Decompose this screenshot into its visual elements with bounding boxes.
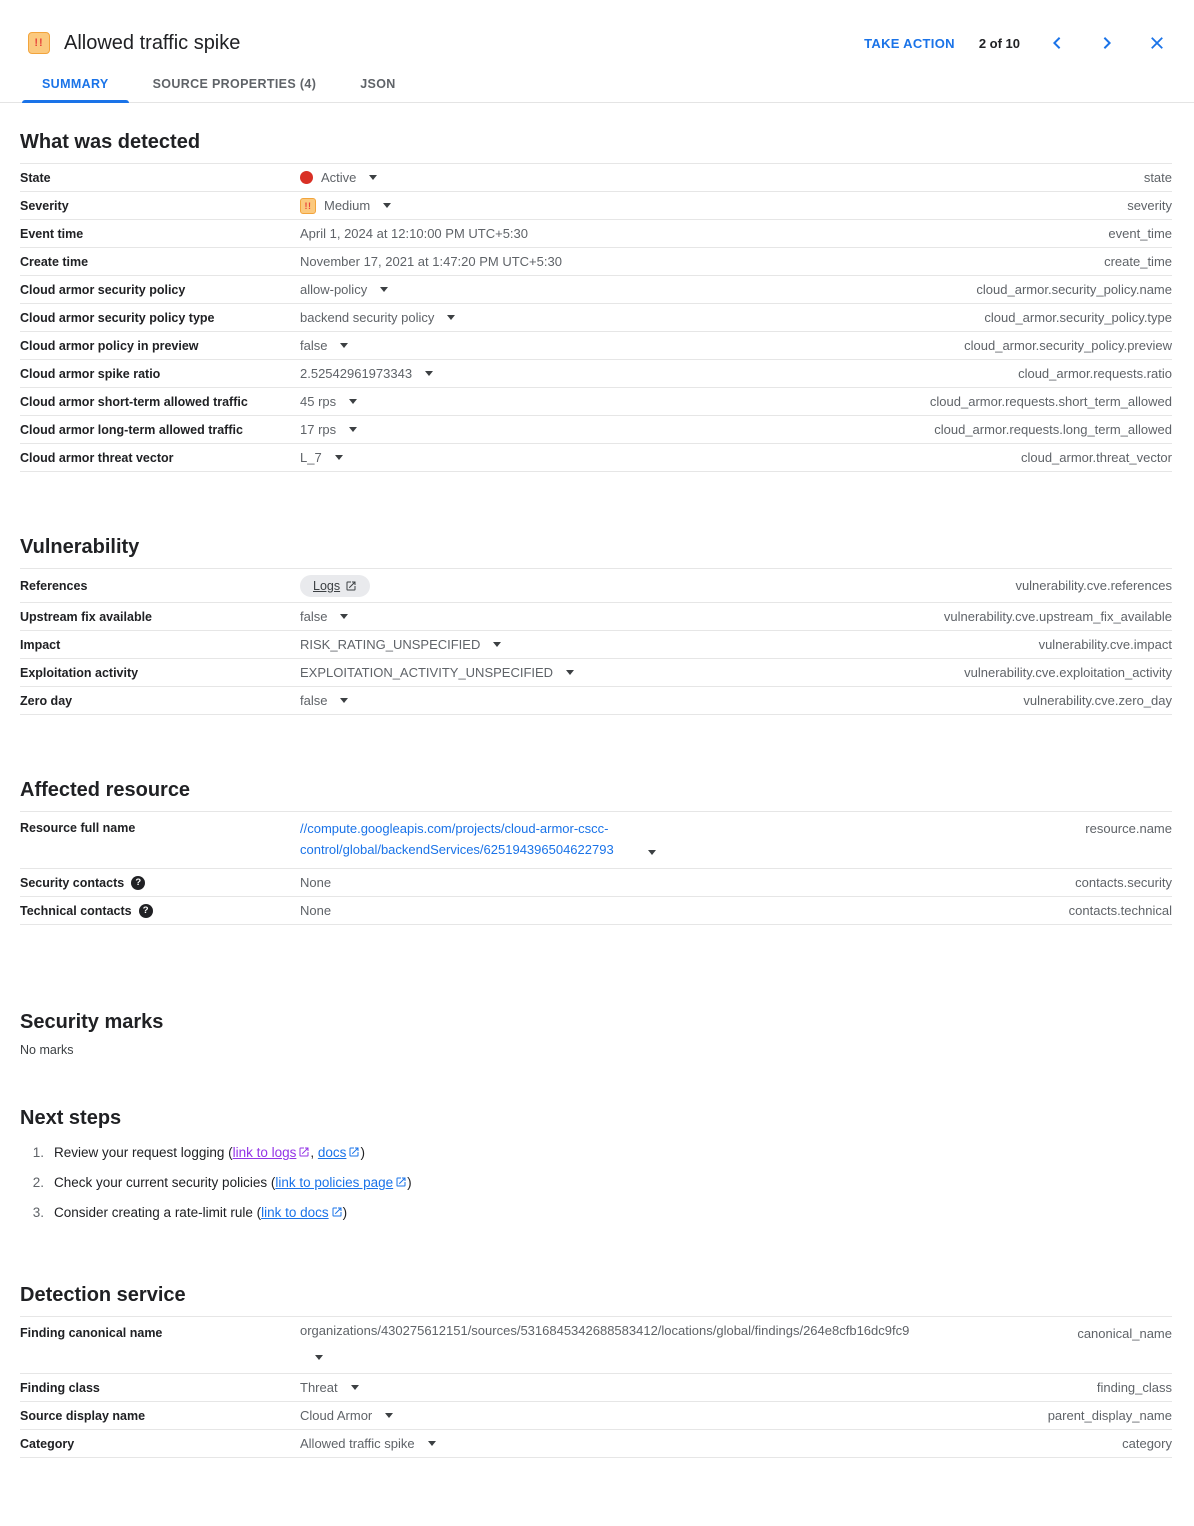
impact-dropdown[interactable]: [300, 637, 1023, 652]
row-label: Impact: [20, 637, 61, 652]
row-label: Source display name: [20, 1408, 146, 1423]
row-property: vulnerability.cve.references: [1015, 578, 1172, 593]
row-property: category: [1122, 1436, 1172, 1451]
row-label: Category: [20, 1436, 75, 1451]
exploitation-activity-dropdown[interactable]: [300, 665, 948, 680]
step-text: ): [407, 1175, 412, 1190]
row-label: Cloud armor long-term allowed traffic: [20, 422, 243, 437]
row-label: Event time: [20, 226, 84, 241]
chevron-left-icon: [1048, 34, 1066, 52]
row-label: Resource full name: [20, 821, 136, 835]
close-button[interactable]: [1144, 30, 1170, 56]
docs-link[interactable]: docs: [317, 1145, 347, 1160]
step-text: ): [360, 1145, 365, 1160]
chevron-down-icon: [447, 315, 455, 320]
tab-json[interactable]: JSON: [340, 66, 415, 102]
table-row: [20, 164, 1172, 192]
row-label: Cloud armor security policy type: [20, 310, 215, 325]
table-row: [20, 444, 1172, 472]
step-number: 2.: [32, 1175, 44, 1190]
step-number: 3.: [32, 1205, 44, 1220]
row-value: None: [300, 903, 332, 918]
row-property: event_time: [1108, 226, 1172, 241]
row-label: Upstream fix available: [20, 609, 153, 624]
external-link-icon: [348, 1146, 360, 1158]
category-dropdown[interactable]: [300, 1436, 1106, 1451]
row-value: organizations/430275612151/sources/5316845342688583412/locations/global/findings/264e8cfb16dc9fc9: [300, 1323, 910, 1338]
table-row: [20, 332, 1172, 360]
row-value: Threat: [300, 1380, 338, 1395]
chevron-down-icon: [425, 371, 433, 376]
chevron-down-icon: [369, 175, 377, 180]
row-label: Cloud armor security policy: [20, 282, 186, 297]
row-label: Technical contacts: [20, 903, 132, 918]
row-property: vulnerability.cve.exploitation_activity: [964, 665, 1172, 680]
finding-header: [0, 0, 1194, 66]
row-property: parent_display_name: [1047, 1408, 1172, 1423]
resource-full-name-link[interactable]: //compute.googleapis.com/projects/cloud-armor-cscc-control/global/backendServices/625194396504622793: [300, 821, 614, 857]
row-property: canonical_name: [1077, 1326, 1172, 1341]
step-text: Consider creating a rate-limit rule (: [54, 1205, 262, 1220]
spike-ratio-dropdown[interactable]: [300, 366, 1002, 381]
canonical-name-dropdown[interactable]: [300, 1323, 1061, 1367]
step-text: Check your current security policies (: [54, 1175, 276, 1190]
link-to-docs-link[interactable]: link to docs: [261, 1205, 329, 1220]
upstream-fix-dropdown[interactable]: [300, 609, 928, 624]
row-property: state: [1143, 170, 1172, 185]
row-property: cloud_armor.security_policy.preview: [964, 338, 1172, 353]
chevron-down-icon: [349, 427, 357, 432]
external-link-icon: [331, 1206, 343, 1218]
section-vulnerability: Vulnerability: [20, 536, 140, 558]
chevron-down-icon: [351, 1385, 359, 1390]
row-value: Active: [321, 170, 357, 185]
link-to-policies-page-link[interactable]: link to policies page: [275, 1175, 394, 1190]
row-label: State: [20, 170, 51, 185]
table-row: [20, 1402, 1172, 1430]
security-contacts-help-icon[interactable]: ?: [131, 876, 145, 890]
finding-class-dropdown[interactable]: [300, 1380, 1081, 1395]
external-link-icon: [345, 580, 357, 592]
chevron-down-icon: [335, 455, 343, 460]
section-detection-service: Detection service: [20, 1284, 186, 1306]
row-label: Finding class: [20, 1380, 100, 1395]
row-label: References: [20, 578, 88, 593]
pagination-counter: 2 of 10: [978, 35, 1020, 51]
row-property: cloud_armor.security_policy.name: [976, 282, 1172, 297]
external-link-icon: [298, 1146, 310, 1158]
previous-finding-button[interactable]: [1044, 30, 1070, 56]
table-row: [20, 631, 1172, 659]
row-property: cloud_armor.requests.ratio: [1018, 366, 1172, 381]
step-text: ,: [310, 1145, 318, 1160]
take-action-button[interactable]: TAKE ACTION: [864, 35, 955, 51]
table-row: [20, 869, 1172, 897]
row-label: Cloud armor policy in preview: [20, 338, 199, 353]
link-to-logs-link[interactable]: link to logs: [232, 1145, 297, 1160]
chevron-down-icon: [383, 203, 391, 208]
step-number: 1.: [32, 1145, 44, 1160]
row-label: Exploitation activity: [20, 665, 139, 680]
table-row: [20, 812, 1172, 869]
row-property: severity: [1127, 198, 1172, 213]
row-property: cloud_armor.requests.long_term_allowed: [934, 422, 1172, 437]
row-property: cloud_armor.requests.short_term_allowed: [929, 394, 1172, 409]
table-row: [20, 248, 1172, 276]
security-policy-dropdown[interactable]: [300, 282, 960, 297]
table-row: [20, 897, 1172, 925]
table-row: [20, 276, 1172, 304]
section-affected-resource: Affected resource: [20, 779, 191, 801]
table-row: [20, 1430, 1172, 1458]
severity-value-dropdown[interactable]: [300, 198, 1111, 214]
what-was-detected-table: [20, 163, 1172, 472]
row-value: Medium: [324, 198, 371, 213]
chevron-down-icon: [493, 642, 501, 647]
affected-resource-table: [20, 811, 1172, 925]
row-value: false: [300, 693, 328, 708]
step-text: ): [342, 1205, 348, 1220]
row-label: Create time: [20, 254, 89, 269]
row-property: create_time: [1104, 254, 1172, 269]
short-term-allowed-dropdown[interactable]: [300, 394, 914, 409]
table-row: [20, 388, 1172, 416]
technical-contacts-help-icon[interactable]: ?: [139, 904, 153, 918]
row-label: Cloud armor spike ratio: [20, 366, 161, 381]
row-property: resource.name: [1085, 821, 1172, 836]
row-value: 45 rps: [300, 394, 337, 409]
no-marks-text: No marks: [20, 1043, 74, 1057]
chevron-down-icon: [648, 850, 656, 855]
active-state-icon: [300, 171, 313, 184]
row-value: 17 rps: [300, 422, 337, 437]
chevron-down-icon: [428, 1441, 436, 1446]
list-item: [20, 1174, 1172, 1193]
row-property: contacts.technical: [1068, 903, 1172, 918]
next-finding-button[interactable]: [1094, 30, 1120, 56]
table-row: [20, 569, 1172, 603]
row-property: cloud_armor.threat_vector: [1020, 450, 1172, 465]
external-link-icon: [395, 1176, 407, 1188]
chevron-down-icon: [315, 1355, 323, 1360]
table-row: [20, 304, 1172, 332]
row-property: vulnerability.cve.zero_day: [1023, 693, 1172, 708]
policy-preview-dropdown[interactable]: [300, 338, 948, 353]
table-row: [20, 416, 1172, 444]
row-value: RISK_RATING_UNSPECIFIED: [300, 637, 481, 652]
row-value: Allowed traffic spike: [300, 1436, 415, 1451]
row-property: vulnerability.cve.upstream_fix_available: [943, 609, 1172, 624]
chevron-down-icon: [566, 670, 574, 675]
row-value: April 1, 2024 at 12:10:00 PM UTC+5:30: [300, 226, 528, 241]
tab-source-properties[interactable]: SOURCE PROPERTIES (4): [133, 66, 337, 102]
row-value: L_7: [300, 450, 322, 465]
table-row: [20, 687, 1172, 715]
list-item: [20, 1144, 1172, 1163]
medium-severity-icon: !!: [300, 198, 316, 214]
row-label: Severity: [20, 198, 69, 213]
row-property: contacts.security: [1075, 875, 1172, 890]
table-row: [20, 1374, 1172, 1402]
detection-service-table: [20, 1316, 1172, 1458]
table-row: [20, 659, 1172, 687]
row-value: allow-policy: [300, 282, 368, 297]
chevron-down-icon: [340, 343, 348, 348]
list-item: [20, 1204, 1172, 1223]
row-value: false: [300, 609, 328, 624]
row-value: November 17, 2021 at 1:47:20 PM UTC+5:30: [300, 254, 562, 269]
row-value: backend security policy: [300, 310, 435, 325]
section-security-marks: Security marks: [20, 1011, 164, 1033]
row-label: Cloud armor short-term allowed traffic: [20, 394, 248, 409]
logs-chip-label: Logs: [313, 578, 341, 593]
row-value: 2.52542961973343: [300, 366, 413, 381]
source-display-name-dropdown[interactable]: [300, 1408, 1032, 1423]
step-text: Review your request logging (: [54, 1145, 233, 1160]
resource-name-dropdown[interactable]: [300, 818, 1069, 860]
chevron-down-icon: [385, 1413, 393, 1418]
row-value: EXPLOITATION_ACTIVITY_UNSPECIFIED: [300, 665, 554, 680]
page-title: Allowed traffic spike: [64, 31, 241, 54]
chevron-down-icon: [340, 698, 348, 703]
table-row: [20, 220, 1172, 248]
zero-day-dropdown[interactable]: [300, 693, 1007, 708]
chevron-down-icon: [340, 614, 348, 619]
chevron-right-icon: [1098, 34, 1116, 52]
close-icon: [1148, 34, 1166, 52]
long-term-allowed-dropdown[interactable]: [300, 422, 918, 437]
row-value: None: [300, 875, 332, 890]
row-value: Cloud Armor: [300, 1408, 373, 1423]
table-row: [20, 192, 1172, 220]
chevron-down-icon: [349, 399, 357, 404]
row-label: Security contacts: [20, 875, 125, 890]
security-policy-type-dropdown[interactable]: [300, 310, 968, 325]
row-label: Zero day: [20, 693, 73, 708]
row-property: finding_class: [1096, 1380, 1172, 1395]
medium-severity-icon: !!: [28, 32, 50, 54]
chevron-down-icon: [380, 287, 388, 292]
row-value: false: [300, 338, 328, 353]
vulnerability-table: [20, 568, 1172, 715]
section-next-steps: Next steps: [20, 1107, 122, 1129]
row-label: Finding canonical name: [20, 1326, 163, 1340]
tab-summary[interactable]: SUMMARY: [22, 66, 129, 102]
row-property: vulnerability.cve.impact: [1038, 637, 1172, 652]
table-row: [20, 1317, 1172, 1374]
state-value-dropdown[interactable]: [300, 170, 1128, 185]
logs-chip-link[interactable]: [300, 575, 370, 597]
threat-vector-dropdown[interactable]: [300, 450, 1005, 465]
row-property: cloud_armor.security_policy.type: [984, 310, 1172, 325]
tab-bar: [0, 66, 1194, 103]
next-steps-list: [20, 1144, 1172, 1223]
table-row: [20, 603, 1172, 631]
table-row: [20, 360, 1172, 388]
row-label: Cloud armor threat vector: [20, 450, 174, 465]
section-what-was-detected: What was detected: [20, 131, 201, 153]
